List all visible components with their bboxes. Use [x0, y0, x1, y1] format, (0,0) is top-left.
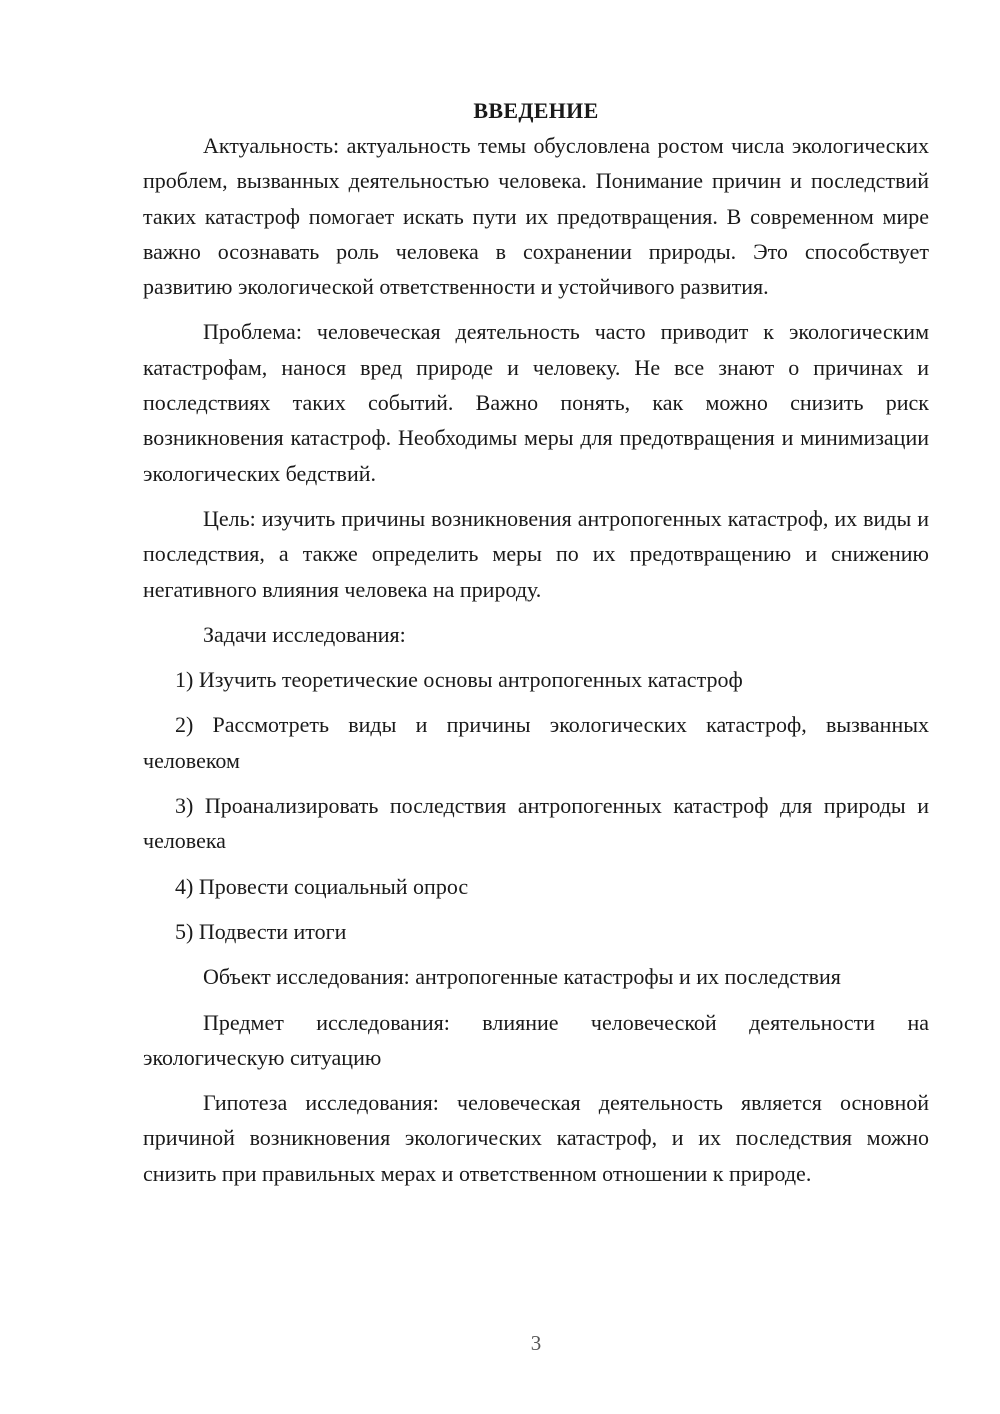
document-page: [143, 96, 929, 1201]
tasks-heading: Задачи исследования:: [203, 621, 406, 647]
hypothesis-paragraph: Гипотеза исследования: человеческая деятельность является основной причиной возникновения экологических катастроф, и их последствия можно снизить при правильных мерах и ответственном отношении к природе.: [143, 1090, 929, 1186]
task-item: 1) Изучить теоретические основы антропогенных катастроф: [175, 667, 743, 693]
task-item: 5) Подвести итоги: [175, 918, 347, 944]
task-item: 2) Рассмотреть виды и причины экологических катастроф, вызванных человеком: [143, 712, 929, 773]
problem-paragraph: Проблема: человеческая деятельность часто приводит к экологическим катастрофам, нанося вред природе и человеку. Не все знают о причинах и последствиях таких событий. Важно понять, как можно снизить риск возникновения катастроф. Необходимы меры для предотвращения и минимизации экологических бедствий.: [143, 319, 929, 486]
object-paragraph: Объект исследования: антропогенные катастрофы и их последствия: [203, 964, 841, 990]
page-number: 3: [530, 1331, 542, 1355]
relevance-paragraph: Актуальность: актуальность темы обусловлена ростом числа экологических проблем, вызванных деятельностью человека. Понимание причин и последствий таких катастроф помогает искать пути их предотвращения. В современном мире важно осознавать роль человека в сохранении природы. Это способствует развитию экологической ответственности и устойчивого развития.: [143, 133, 929, 300]
subject-paragraph: Предмет исследования: влияние человеческой деятельности на экологическую ситуацию: [143, 1009, 929, 1070]
goal-paragraph: Цель: изучить причины возникновения антропогенных катастроф, их виды и последствия, а также определить меры по их предотвращению и снижению негативного влияния человека на природу.: [143, 505, 929, 602]
task-item: 4) Провести социальный опрос: [175, 873, 469, 899]
page-title: ВВЕДЕНИЕ: [473, 98, 599, 123]
task-item: 3) Проанализировать последствия антропогенных катастроф для природы и человека: [143, 793, 929, 854]
